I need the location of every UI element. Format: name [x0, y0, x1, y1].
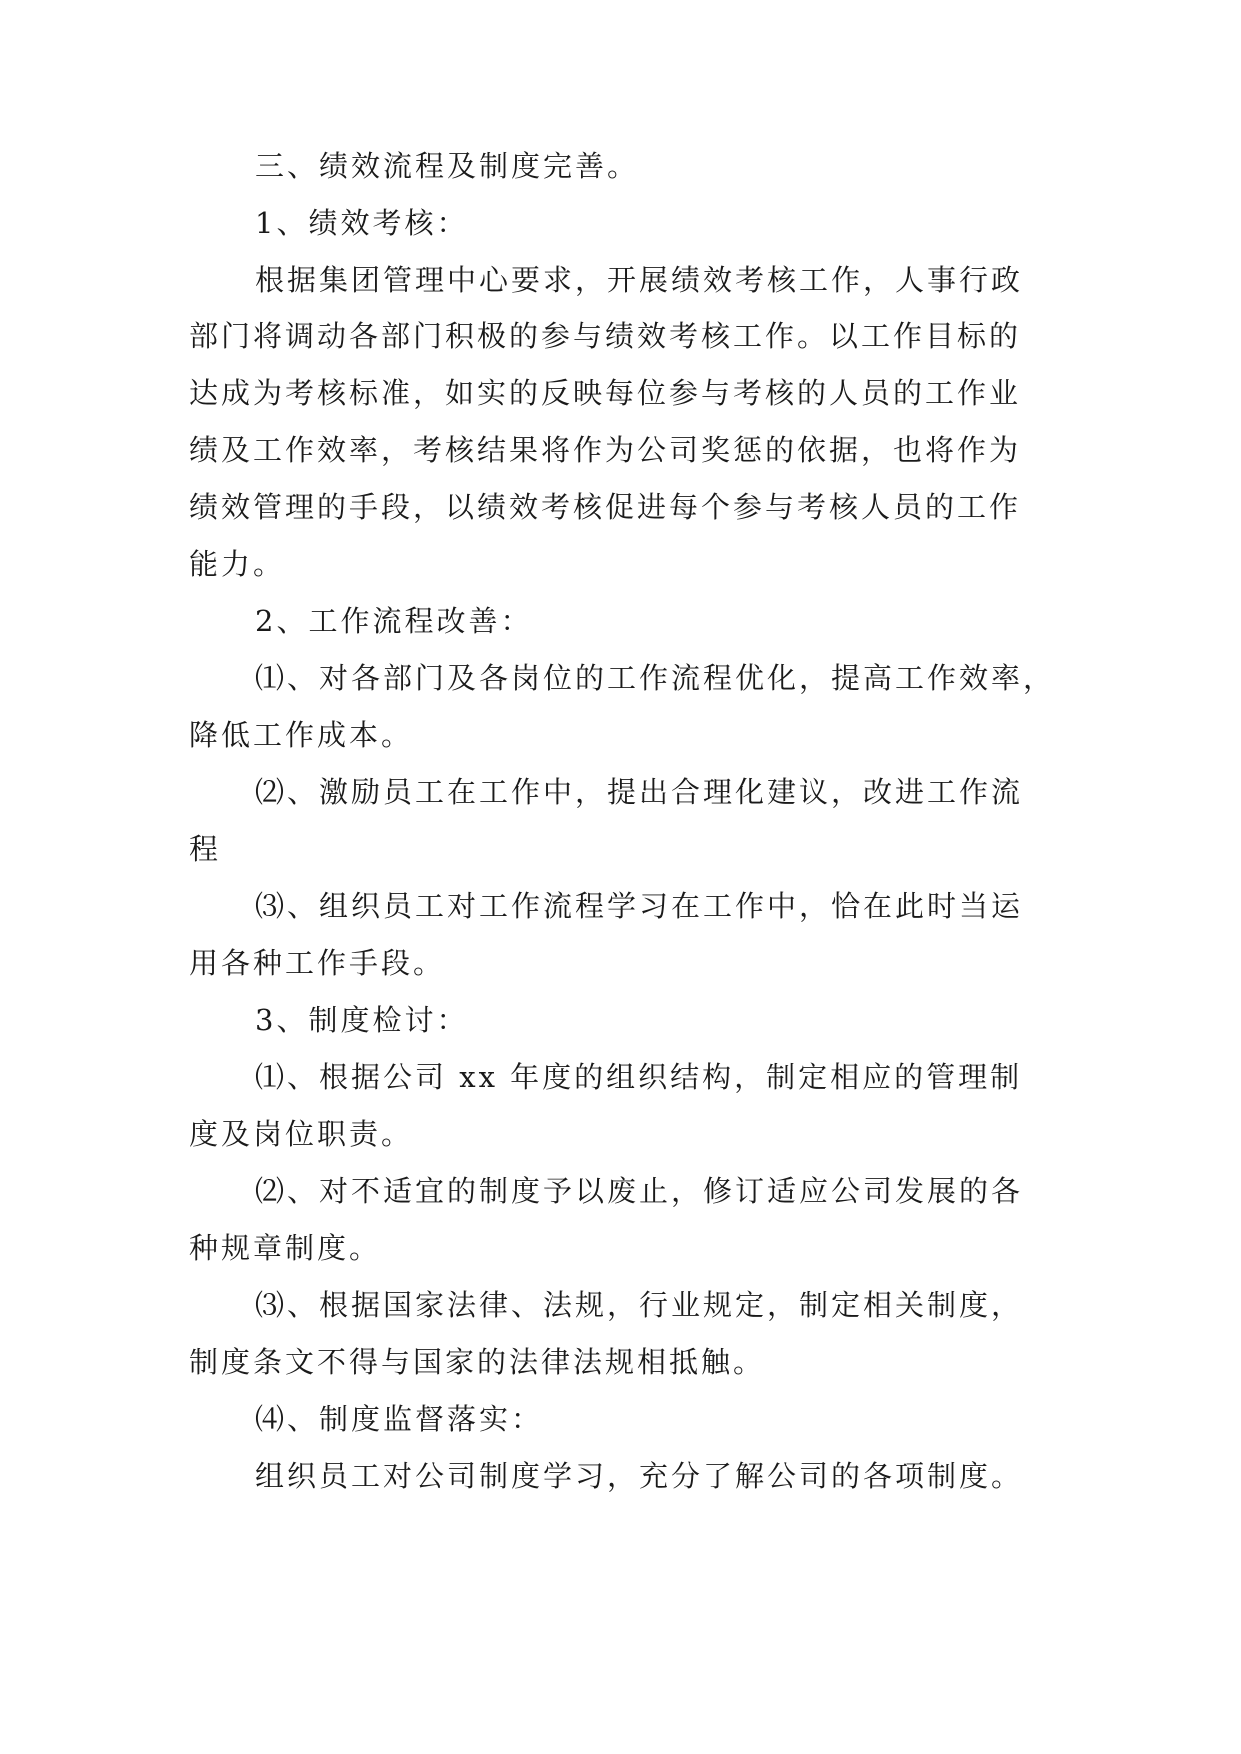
subsection-heading-1: 1、绩效考核： — [255, 206, 469, 240]
paragraph-line: 能力。 — [189, 547, 286, 581]
list-item-line: ⑵、对不适宜的制度予以废止，修订适应公司发展的各 — [255, 1174, 1024, 1208]
list-item-line: ⑶、根据国家法律、法规，行业规定，制定相关制度， — [255, 1288, 1024, 1322]
paragraph-line: 组织员工对公司制度学习，充分了解公司的各项制度。 — [255, 1459, 1024, 1493]
subsection-heading-3: 3、制度检讨： — [255, 1003, 469, 1037]
list-item-line: 用各种工作手段。 — [189, 946, 446, 980]
list-item-line: ⑴、对各部门及各岗位的工作流程优化，提高工作效率， — [255, 661, 1056, 695]
list-item-line: 制度条文不得与国家的法律法规相抵触。 — [189, 1345, 766, 1379]
list-item-line: ⑶、组织员工对工作流程学习在工作中，恰在此时当运 — [255, 889, 1024, 923]
list-item-line: ⑴、根据公司 xx 年度的组织结构，制定相应的管理制 — [255, 1060, 1023, 1094]
section-heading: 三、绩效流程及制度完善。 — [255, 149, 640, 183]
subsection-heading-2: 2、工作流程改善： — [255, 604, 533, 638]
list-item-line: ⑷、制度监督落实： — [255, 1402, 544, 1436]
list-item-line: 度及岗位职责。 — [189, 1117, 414, 1151]
list-item-line: ⑵、激励员工在工作中，提出合理化建议，改进工作流 — [255, 775, 1024, 809]
list-item-line: 程 — [189, 832, 222, 866]
list-item-line: 种规章制度。 — [189, 1231, 382, 1265]
paragraph-line: 根据集团管理中心要求，开展绩效考核工作，人事行政 — [255, 263, 1024, 297]
paragraph-line: 绩及工作效率，考核结果将作为公司奖惩的依据，也将作为 — [189, 433, 1022, 467]
list-item-line: 降低工作成本。 — [189, 718, 414, 752]
paragraph-line: 达成为考核标准，如实的反映每位参与考核的人员的工作业 — [189, 376, 1022, 410]
paragraph-line: 绩效管理的手段，以绩效考核促进每个参与考核人员的工作 — [189, 490, 1022, 524]
paragraph-line: 部门将调动各部门积极的参与绩效考核工作。以工作目标的 — [189, 319, 1022, 353]
